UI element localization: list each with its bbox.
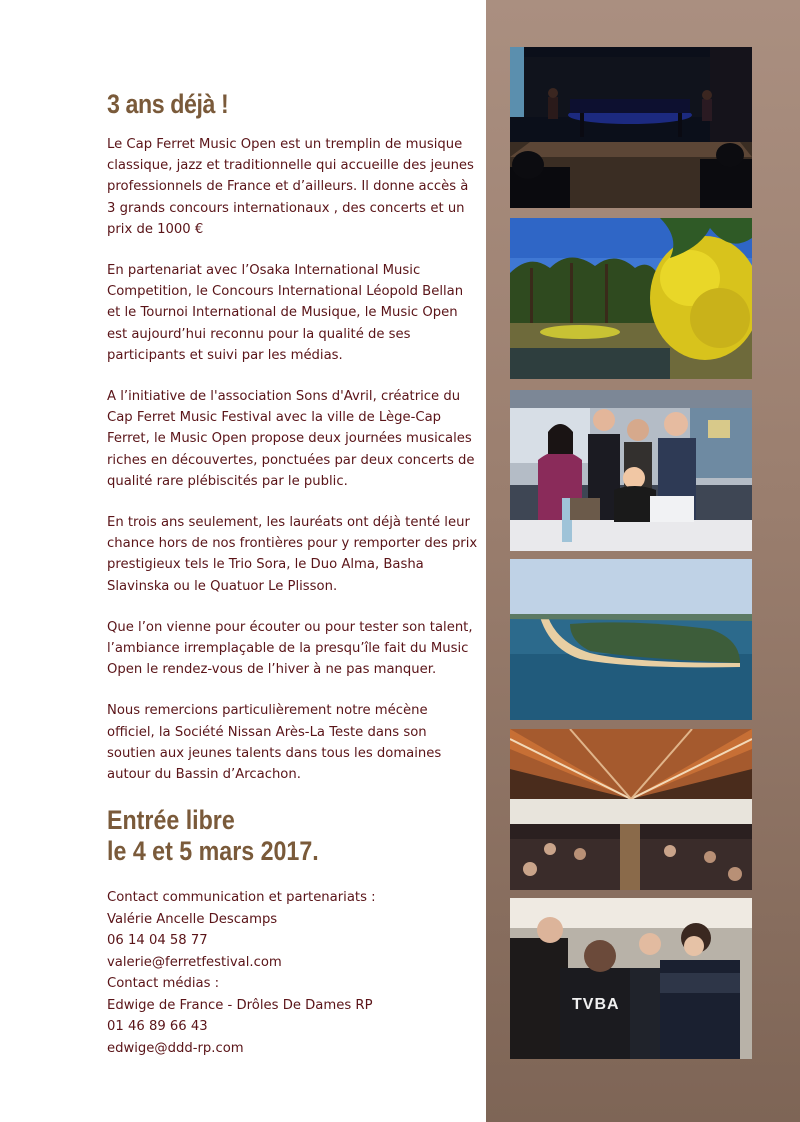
- free-entry-line: Entrée libre: [107, 805, 235, 836]
- paragraph-initiative: A l’initiative de l'association Sons d'Avril, créatrice du Cap Ferret Music Festival avec la ville de Lège-Cap Ferret, le Music Open propose deux journées musicales riches en découvertes, ponctuées par deux concerts de qualité rare plébiscités par le public.: [107, 389, 475, 489]
- mimosa-landscape-photo: [510, 218, 752, 379]
- media-contact-name: Edwige de France - Drôles De Dames RP: [107, 997, 373, 1013]
- event-dates-line: le 4 et 5 mars 2017.: [107, 836, 319, 867]
- cap-ferret-aerial-photo: [510, 559, 752, 720]
- comm-contact-phone[interactable]: 06 14 04 58 77: [107, 933, 208, 949]
- page-title: 3 ans déjà !: [107, 89, 229, 119]
- paragraph-intro: Le Cap Ferret Music Open est un tremplin de musique classique, jazz et traditionnelle qui accueille des jeunes professionnels de France et d’ailleurs. Il donne accès à 3 grands concours internationaux , des concerts et un prix de 1000 €: [107, 137, 474, 237]
- piano-concert-photo: [510, 47, 752, 208]
- comm-contact-email[interactable]: valerie@ferretfestival.com: [107, 954, 282, 970]
- media-contact-label: Contact médias :: [107, 976, 220, 992]
- free-entry-heading: [107, 805, 427, 867]
- paragraph-ambiance: Que l’on vienne pour écouter ou pour tester son talent, l’ambiance irremplaçable de la presqu’île fait du Music Open le rendez-vous de l’hiver à ne pas manquer.: [107, 619, 473, 678]
- jury-group-photo: [510, 390, 752, 551]
- paragraph-laureates: En trois ans seulement, les lauréats ont déjà tenté leur chance hors de nos frontières pour y remporter des prix prestigieux tels le Trio Sora, le Duo Alma, Basha Slavinska ou le Quatuor Le Plisson.: [107, 515, 478, 594]
- main-column: [107, 88, 479, 1059]
- comm-contact-label: Contact communication et partenariats :: [107, 890, 376, 906]
- media-contact-email[interactable]: edwige@ddd-rp.com: [107, 1040, 244, 1056]
- media-contact-phone[interactable]: 01 46 89 66 43: [107, 1019, 208, 1035]
- tvba-logo-text: TVBA: [572, 996, 620, 1013]
- paragraph-partnership: En partenariat avec l’Osaka International Music Competition, le Concours International Léopold Bellan et le Tournoi International de Musique, le Music Open est aujourd’hui reconnu pour la qualité de ses participants et suivi par les médias.: [107, 263, 464, 363]
- paragraph-sponsor: Nous remercions particulièrement notre mécène officiel, la Société Nissan Arès-La Teste dans son soutien aux jeunes talents dans tous les domaines autour du Bassin d’Arcachon.: [107, 703, 442, 783]
- contact-block: [107, 887, 479, 1059]
- concert-hall-audience-photo: [510, 729, 752, 890]
- comm-contact-name: Valérie Ancelle Descamps: [107, 911, 278, 927]
- tvba-interview-photo: [510, 898, 752, 1059]
